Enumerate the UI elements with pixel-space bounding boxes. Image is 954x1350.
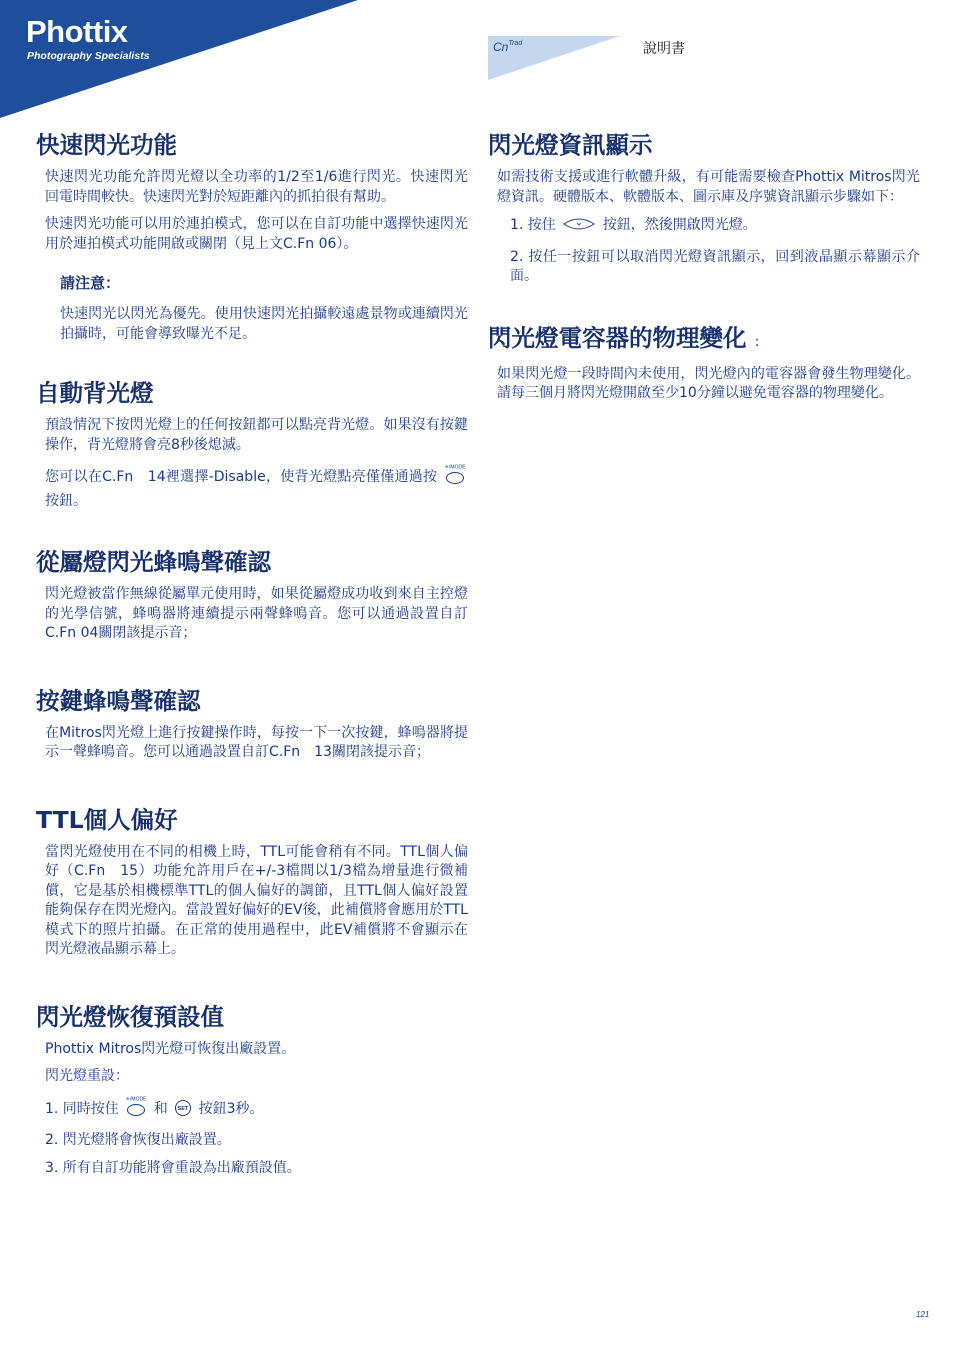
brand-logo: Phottix <box>26 14 128 49</box>
section-title: 自動背光燈 <box>36 379 154 407</box>
svg-text:☀/MODE: ☀/MODE <box>125 1096 147 1102</box>
step-item: 1. 同時按住 ☀/MODE 和 SET 按鈕3秒。 <box>45 1095 468 1124</box>
paragraph: 在Mitros閃光燈上進行按鍵操作時，每按一下一次按鍵，蜂鳴器將提示一聲蜂鳴音。您可以通過設置自訂C.Fn 13關閉該提示音； <box>45 724 468 760</box>
section-title: 從屬燈閃光蜂鳴聲確認 <box>36 548 271 576</box>
section-title: 閃光燈資訊顯示 <box>488 131 653 159</box>
paragraph: Phottix Mitros閃光燈可恢復出廠設置。 <box>45 1040 296 1057</box>
section-quick-flash <box>36 130 468 344</box>
language-code: $Cn^{Trad}$ <box>493 40 523 54</box>
section-title: 閃光燈電容器的物理變化 : <box>488 323 760 352</box>
page-number: 121 <box>916 1310 930 1319</box>
light-mode-button-icon <box>125 1095 147 1124</box>
section-title: 快速閃光功能 <box>36 131 177 159</box>
paragraph: 快速閃光功能允許閃光燈以全功率的1/2至1/6進行閃光。快速閃光回電時間較快。快速閃光對於短距離內的抓拍很有幫助。 <box>45 169 468 205</box>
paragraph: 如需技術支援或進行軟體升級，有可能需要檢查Phottix Mitros閃光燈資訊。硬體版本、軟體版本、圖示庫及序號資訊顯示步驟如下： <box>497 169 920 205</box>
section-ttl-preference <box>36 805 468 960</box>
section-flash-info <box>488 130 920 287</box>
section-title: TTL個人偏好 <box>36 805 178 834</box>
paragraph: 預設情況下按閃光燈上的任何按鈕都可以點亮背光燈。如果沒有按鍵操作，背光燈將會亮8秒後熄滅。 <box>45 417 468 453</box>
note-label: 請注意： <box>60 274 121 292</box>
section-capacitor <box>488 323 920 404</box>
light-mode-button-icon <box>444 463 466 492</box>
paragraph: 閃光燈被當作無線從屬單元使用時，如果從屬燈成功收到來自主控燈的光學信號，蜂鳴器將連續提示兩聲蜂鳴音。您可以通過設置自訂C.Fn 04關閉該提示音； <box>45 586 468 641</box>
svg-text:☀/MODE: ☀/MODE <box>444 464 466 471</box>
page-header <box>0 0 954 120</box>
brand-tagline: Photography Specialists <box>27 50 150 62</box>
section-title: 閃光燈恢復預設值 <box>36 1002 224 1031</box>
right-column <box>488 130 920 412</box>
left-column <box>36 130 468 1186</box>
paragraph: 您可以在C.Fn 14裡選擇-Disable，使背光燈點亮僅僅通過按 ☀/MODE 按鈕。 <box>45 464 466 509</box>
step-item: 2. 按任一按鈕可以取消閃光燈資訊顯示，回到液晶顯示幕顯示介面。 <box>510 248 920 284</box>
section-key-beep <box>36 686 468 763</box>
section-slave-beep <box>36 547 468 644</box>
section-auto-backlight <box>36 378 468 511</box>
paragraph: 閃光燈重設： <box>45 1068 129 1084</box>
manual-label: 說明書 <box>643 41 685 57</box>
paragraph: 當閃光燈使用在不同的相機上時，TTL可能會稍有不同。TTL個人偏好（C.Fn 15）功能允許用戶在+/-3檔間以1/3檔為增量進行微補償，它是基於相機標準TTL的個人偏好的調節，且TTL個人偏好設置能夠保存在閃光燈內。當設置好偏好的EV後，此補償將會應用於TTL模式下的照片拍攝。在正常的使用過程中，此EV補償將不會顯示在閃光燈液晶顯示幕上。 <box>45 843 468 957</box>
section-title: 按鍵蜂鳴聲確認 <box>36 686 201 715</box>
step-item: 2. 閃光燈將會恢復出廠設置。 <box>45 1132 231 1148</box>
section-reset-defaults <box>36 1002 468 1179</box>
language-variant: Trad <box>508 40 523 47</box>
paragraph: 快速閃光功能可以用於連拍模式，您可以在自訂功能中選擇快速閃光用於連拍模式功能開啟或關閉（見上文C.Fn 06）。 <box>45 216 468 252</box>
svg-text:SET: SET <box>177 1105 189 1112</box>
title-colon: : <box>754 333 760 350</box>
paragraph: 如果閃光燈一段時間內未使用，閃光燈內的電容器會發生物理變化。請每三個月將閃光燈開啟至少10分鐘以避免電容器的物理變化。 <box>497 365 920 401</box>
set-button-icon <box>174 1099 192 1124</box>
step-item: 1. 按住 按鈕，然後開啟閃光燈。 <box>510 215 920 240</box>
note-text: 快速閃光以閃光為優先。使用快速閃光拍攝較遠處景物或連續閃光拍攝時，可能會導致曝光不足。 <box>60 306 468 342</box>
step-item: 3. 所有自訂功能將會重設為出廠預設值。 <box>45 1159 301 1176</box>
zoom-button-icon <box>562 215 596 240</box>
